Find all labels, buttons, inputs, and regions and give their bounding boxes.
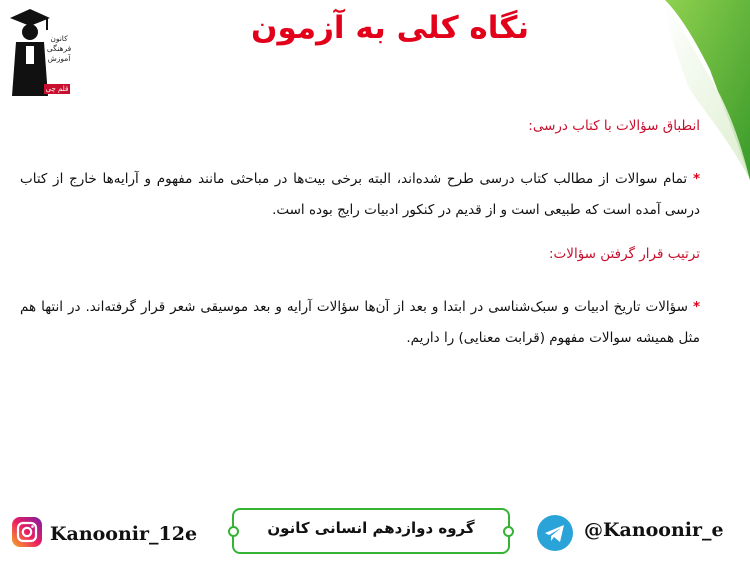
- instagram-handle[interactable]: Kanoonir_12e: [50, 523, 198, 545]
- logo-badge: قلم چی: [45, 85, 69, 93]
- group-badge: [232, 508, 510, 554]
- bullet-star: *: [692, 299, 700, 315]
- page-title: نگاه کلی به آزمون: [250, 10, 530, 46]
- section-heading: انطباق سؤالات با کتاب درسی:: [528, 118, 700, 134]
- paragraph-text: تمام سوالات از مطالب کتاب درسی طرح شده‌اند، البته برخی بیت‌ها در مباحثی مانند مفهوم و آرایه‌ها خارج از کتاب درسی آمده است که طبیعی است و از قدیم در کنکور ادبیات رایج بوده است.: [20, 171, 700, 218]
- section-paragraph: [20, 164, 700, 226]
- logo-text: کانون فرهنگی آموزش: [46, 34, 72, 63]
- bullet-star: *: [692, 171, 700, 187]
- telegram-icon[interactable]: [537, 515, 573, 551]
- paragraph-text: سؤالات تاریخ ادبیات و سبک‌شناسی در ابتدا و بعد از آن‌ها سؤالات آرایه و بعد موسیقی شعر قرار گرفته‌اند. در انتها هم مثل همیشه سوالات مفهوم (قرابت معنایی) را داریم.: [20, 299, 700, 346]
- section-paragraph: [20, 292, 700, 354]
- content-area: [20, 114, 700, 354]
- telegram-handle[interactable]: @Kanoonir_e: [584, 519, 724, 541]
- section-heading: ترتیب قرار گرفتن سؤالات:: [548, 246, 700, 262]
- footer: [0, 505, 750, 563]
- badge-text: گروه دوازدهم انسانی کانون: [267, 519, 475, 537]
- instagram-icon[interactable]: [12, 517, 42, 547]
